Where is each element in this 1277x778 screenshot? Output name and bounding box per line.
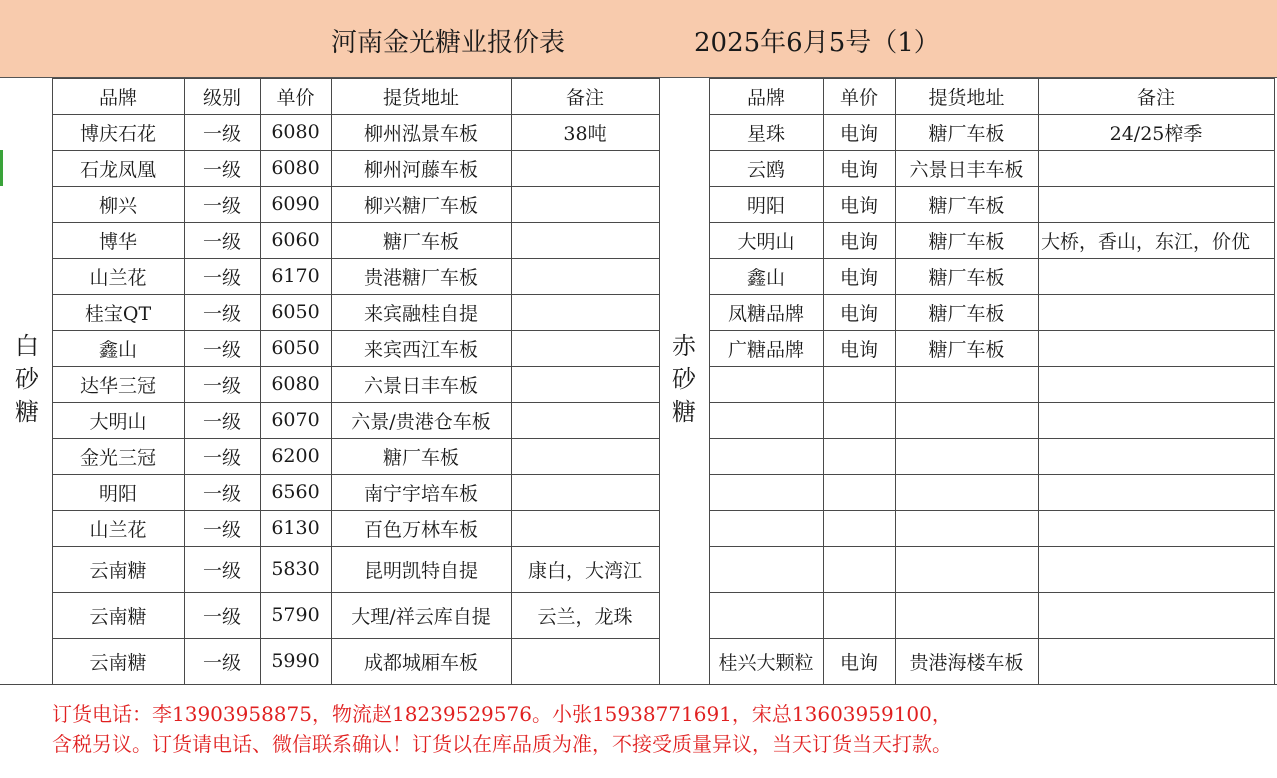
red-row-cell: 桂兴大颗粒 — [718, 651, 814, 674]
red-row-cell — [823, 546, 895, 592]
white-row-cell — [511, 366, 659, 402]
white-row-cell: 云南糖 — [89, 605, 147, 628]
red-row-cell: 大桥，香山，东江，价优 — [1041, 230, 1251, 253]
red-row-cell: 电询 — [839, 338, 878, 361]
red-row-cell — [709, 510, 823, 546]
red-row-cell — [823, 402, 895, 438]
white-row-cell: 一级 — [202, 559, 241, 582]
white-row-cell: 博华 — [98, 230, 137, 253]
white-row-cell: 一级 — [202, 266, 241, 289]
white-row-cell: 博庆石花 — [79, 122, 156, 145]
white-row-cell — [511, 258, 659, 294]
white-row-cell: 山兰花 — [89, 266, 147, 289]
white-row-cell: 云兰，龙珠 — [537, 605, 633, 628]
red-sugar-label-char: 糖 — [672, 398, 696, 426]
red-row-cell: 贵港海楼车板 — [909, 651, 1024, 674]
white-row-cell: 一级 — [202, 158, 241, 181]
white-row-cell: 贵港糖厂车板 — [363, 266, 478, 289]
red-row-cell — [1038, 474, 1274, 510]
white-row-cell: 5830 — [271, 558, 320, 580]
white-row-cell — [511, 438, 659, 474]
white-row-cell: 糖厂车板 — [382, 446, 459, 469]
white-row-cell: 柳州河藤车板 — [363, 158, 478, 181]
white-row-cell — [511, 330, 659, 366]
white-row-cell: 大理/祥云库自提 — [351, 605, 491, 628]
red-row-cell — [1038, 330, 1274, 366]
white-row-cell: 达华三冠 — [79, 374, 156, 397]
white-row-cell — [511, 510, 659, 546]
white-row-cell — [511, 222, 659, 258]
red-header-cell: 品牌 — [746, 86, 785, 109]
red-row-cell: 电询 — [839, 122, 878, 145]
white-header-cell: 备注 — [565, 86, 604, 109]
red-row-cell — [1038, 510, 1274, 546]
white-sugar-label — [7, 330, 47, 429]
white-row-cell — [511, 150, 659, 186]
white-row-cell: 6050 — [271, 301, 320, 323]
white-row-cell: 一级 — [202, 410, 241, 433]
grid-col-line — [1274, 78, 1275, 684]
red-row-cell — [823, 474, 895, 510]
red-row-cell — [823, 592, 895, 638]
white-row-cell: 来宾融桂自提 — [363, 302, 478, 325]
white-row-cell: 6080 — [271, 121, 320, 143]
page-title: 河南金光糖业报价表 — [331, 28, 566, 58]
red-row-cell — [709, 592, 823, 638]
red-row-cell — [895, 366, 1038, 402]
red-row-cell — [709, 474, 823, 510]
white-row-cell: 5990 — [271, 650, 320, 672]
white-row-cell: 糖厂车板 — [382, 230, 459, 253]
white-row-cell: 桂宝QT — [84, 302, 152, 325]
white-row-cell: 石龙凤凰 — [79, 158, 156, 181]
white-row-cell: 一级 — [202, 518, 241, 541]
white-row-cell: 一级 — [202, 605, 241, 628]
white-row-cell: 6080 — [271, 157, 320, 179]
white-row-cell: 一级 — [202, 230, 241, 253]
white-row-cell: 一级 — [202, 482, 241, 505]
grid-col-line — [659, 78, 660, 684]
white-row-cell: 南宁宇培车板 — [363, 482, 478, 505]
white-row-cell: 38吨 — [563, 122, 607, 145]
red-row-cell: 大明山 — [737, 230, 795, 253]
red-row-cell: 24/25榨季 — [1109, 122, 1203, 145]
white-header-cell: 单价 — [276, 86, 315, 109]
red-row-cell — [1038, 402, 1274, 438]
white-row-cell: 成都城厢车板 — [363, 651, 478, 674]
white-row-cell: 一级 — [202, 122, 241, 145]
white-row-cell: 6060 — [271, 229, 320, 251]
red-row-cell: 电询 — [839, 302, 878, 325]
red-row-cell — [1038, 546, 1274, 592]
red-header-cell: 备注 — [1136, 86, 1175, 109]
white-row-cell: 六景/贵港仓车板 — [351, 410, 491, 433]
white-row-cell: 6090 — [271, 193, 320, 215]
red-row-cell: 星珠 — [746, 122, 785, 145]
white-row-cell: 6560 — [271, 481, 320, 503]
white-row-cell: 6130 — [271, 517, 320, 539]
quote-date: 2025年6月5号（1） — [694, 28, 940, 58]
red-row-cell: 明阳 — [746, 194, 785, 217]
white-row-cell: 云南糖 — [89, 559, 147, 582]
white-header-cell: 级别 — [202, 86, 241, 109]
white-row-cell — [511, 474, 659, 510]
red-row-cell: 电询 — [839, 266, 878, 289]
white-row-cell: 6200 — [271, 445, 320, 467]
white-header-cell: 品牌 — [98, 86, 137, 109]
red-row-cell — [1038, 638, 1274, 684]
white-row-cell: 一级 — [202, 374, 241, 397]
white-row-cell: 6080 — [271, 373, 320, 395]
red-row-cell — [709, 402, 823, 438]
white-row-cell — [511, 294, 659, 330]
red-row-cell — [1038, 592, 1274, 638]
white-row-cell — [511, 186, 659, 222]
red-sugar-label-char: 赤 — [672, 332, 696, 360]
white-row-cell: 6070 — [271, 409, 320, 431]
red-row-cell — [709, 438, 823, 474]
red-row-cell: 凤糖品牌 — [727, 302, 804, 325]
red-row-cell: 电询 — [839, 651, 878, 674]
white-row-cell: 柳兴糖厂车板 — [363, 194, 478, 217]
white-row-cell: 百色万林车板 — [363, 518, 478, 541]
white-row-cell: 一级 — [202, 194, 241, 217]
white-row-cell: 昆明凯特自提 — [363, 559, 478, 582]
red-row-cell — [895, 546, 1038, 592]
white-row-cell: 云南糖 — [89, 651, 147, 674]
red-row-cell — [895, 510, 1038, 546]
red-row-cell — [1038, 258, 1274, 294]
red-row-cell — [823, 438, 895, 474]
red-row-cell: 电询 — [839, 158, 878, 181]
red-row-cell — [1038, 366, 1274, 402]
red-row-cell: 糖厂车板 — [928, 302, 1005, 325]
white-row-cell: 一级 — [202, 302, 241, 325]
white-row-cell: 大明山 — [89, 410, 147, 433]
red-sugar-label-char: 砂 — [672, 365, 696, 393]
white-sugar-label-char: 白 — [15, 332, 39, 360]
white-row-cell: 柳兴 — [98, 194, 137, 217]
footer-contact-line: 订货电话：李13903958875，物流赵18239529576。小张15938771691，宋总13603959100， — [52, 702, 952, 726]
white-row-cell: 山兰花 — [89, 518, 147, 541]
footer-terms-line: 含税另议。订货请电话、微信联系确认！订货以在库品质为准，不接受质量异议，当天订货当天打款。 — [52, 732, 952, 756]
red-row-cell — [895, 438, 1038, 474]
red-row-cell: 糖厂车板 — [928, 266, 1005, 289]
white-row-cell: 6050 — [271, 337, 320, 359]
white-row-cell — [511, 638, 659, 684]
white-row-cell: 一级 — [202, 651, 241, 674]
red-row-cell: 糖厂车板 — [928, 194, 1005, 217]
white-row-cell: 一级 — [202, 446, 241, 469]
footer-notes — [0, 684, 1277, 778]
white-row-cell: 康白，大湾江 — [527, 559, 642, 582]
white-row-cell: 一级 — [202, 338, 241, 361]
red-row-cell: 糖厂车板 — [928, 122, 1005, 145]
red-header-cell: 提货地址 — [928, 86, 1005, 109]
red-row-cell — [895, 592, 1038, 638]
red-row-cell: 糖厂车板 — [928, 230, 1005, 253]
red-row-cell: 广糖品牌 — [727, 338, 804, 361]
red-row-cell: 鑫山 — [746, 266, 785, 289]
white-row-cell: 金光三冠 — [79, 446, 156, 469]
red-row-cell — [1038, 186, 1274, 222]
red-row-cell: 电询 — [839, 194, 878, 217]
white-row-cell: 5790 — [271, 604, 320, 626]
red-row-cell: 糖厂车板 — [928, 338, 1005, 361]
red-row-cell — [895, 402, 1038, 438]
red-row-cell — [709, 366, 823, 402]
red-row-cell — [709, 546, 823, 592]
white-sugar-label-char: 砂 — [15, 365, 39, 393]
red-row-cell — [823, 366, 895, 402]
white-row-cell — [511, 402, 659, 438]
white-header-cell: 提货地址 — [382, 86, 459, 109]
red-row-cell — [1038, 294, 1274, 330]
white-sugar-label-char: 糖 — [15, 398, 39, 426]
row-marker — [0, 150, 3, 186]
red-row-cell — [823, 510, 895, 546]
white-row-cell: 柳州泓景车板 — [363, 122, 478, 145]
red-row-cell: 六景日丰车板 — [909, 158, 1024, 181]
red-sugar-label — [664, 330, 704, 429]
white-row-cell: 六景日丰车板 — [363, 374, 478, 397]
title-bar — [0, 0, 1277, 78]
red-row-cell — [1038, 438, 1274, 474]
red-header-cell: 单价 — [839, 86, 878, 109]
white-row-cell: 明阳 — [98, 482, 137, 505]
white-row-cell: 鑫山 — [98, 338, 137, 361]
red-row-cell: 云鸥 — [746, 158, 785, 181]
white-row-cell: 来宾西江车板 — [363, 338, 478, 361]
red-row-cell — [895, 474, 1038, 510]
red-row-cell: 电询 — [839, 230, 878, 253]
white-row-cell: 6170 — [271, 265, 320, 287]
red-row-cell — [1038, 150, 1274, 186]
